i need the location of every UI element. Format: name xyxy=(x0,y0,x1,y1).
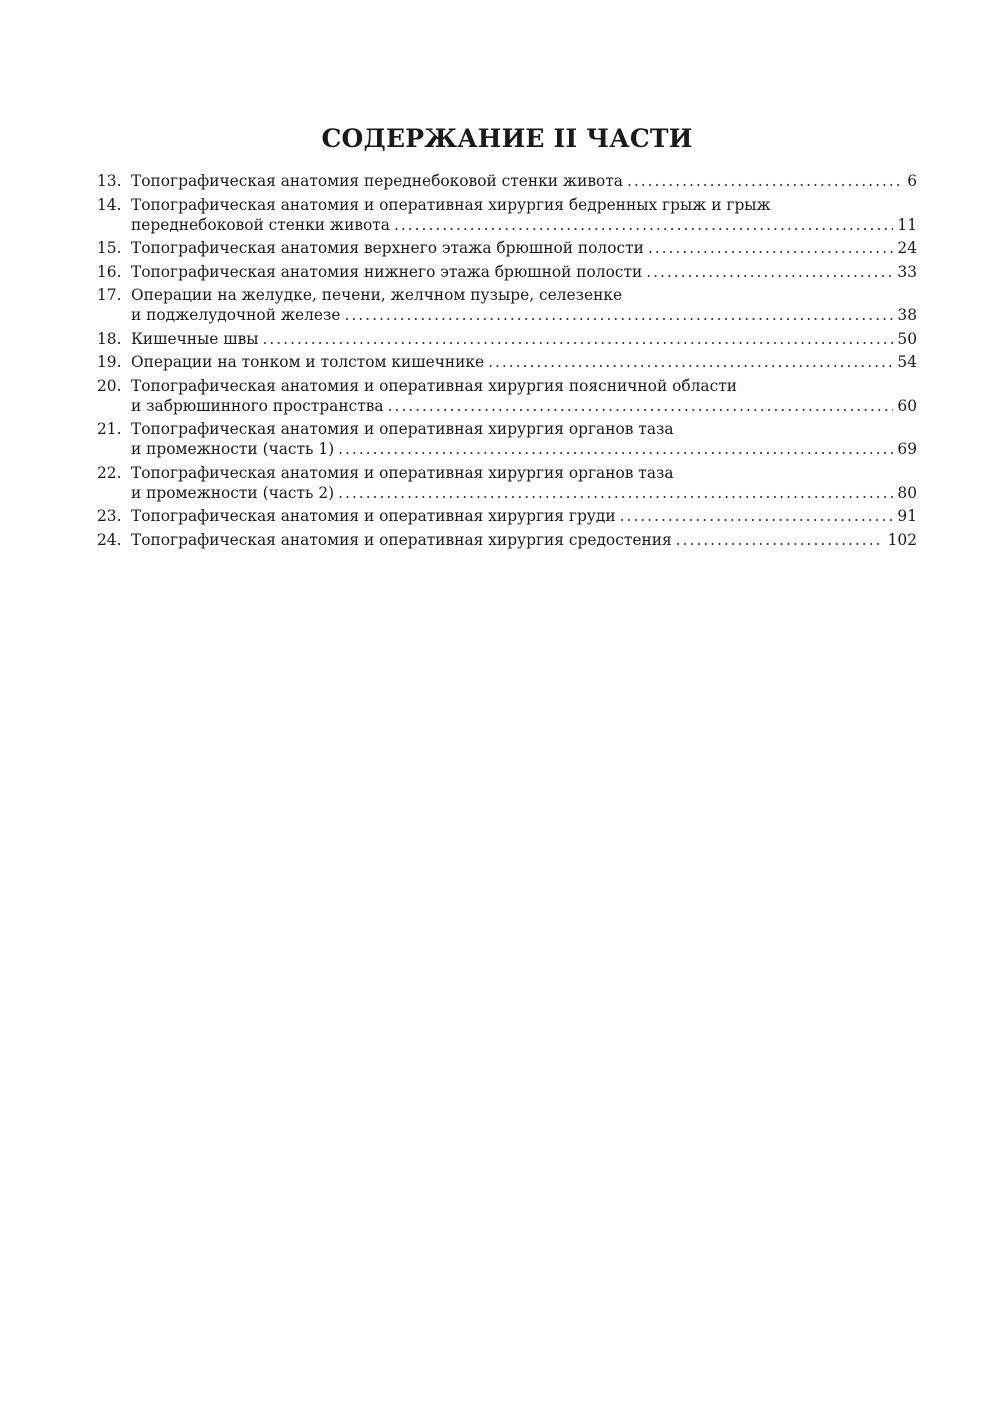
toc-entry xyxy=(97,262,917,282)
toc-entry-number: 13. xyxy=(97,172,122,190)
dot-leader xyxy=(388,396,894,416)
toc-page-number: 50 xyxy=(897,329,917,348)
toc-entry-body xyxy=(131,329,917,349)
dot-leader xyxy=(394,215,893,235)
page-title: СОДЕРЖАНИЕ II ЧАСТИ xyxy=(321,124,693,153)
dot-leader xyxy=(620,506,894,526)
toc-entry-number: 19. xyxy=(97,353,122,371)
dot-leader xyxy=(648,238,894,258)
toc-entry-title-line: Топографическая анатомия и оперативная хирургия средостения xyxy=(131,530,672,549)
toc-entry-title-line: Кишечные швы xyxy=(131,329,259,348)
toc-entry-number: 22. xyxy=(97,463,122,482)
toc-entry-last-line xyxy=(131,530,917,550)
toc-entry xyxy=(97,285,917,325)
toc-entry-title-line: Топографическая анатомия верхнего этажа брюшной полости xyxy=(131,239,644,257)
toc-entry-title-line: Топографическая анатомия и оперативная хирургия органов таза xyxy=(131,420,674,438)
toc-entry-title-line: и промежности (часть 1) xyxy=(131,440,335,458)
toc-page-number: 80 xyxy=(897,483,917,502)
toc-page-number: 69 xyxy=(897,440,917,458)
toc-entry-last-line xyxy=(131,396,917,416)
dot-leader xyxy=(263,329,894,349)
toc-entry-title-line: Топографическая анатомия и оперативная хирургия груди xyxy=(131,507,616,525)
toc-page-number: 60 xyxy=(897,396,917,415)
dot-leader xyxy=(646,262,893,282)
toc-entry xyxy=(97,238,917,258)
toc-entry xyxy=(97,463,917,503)
toc-entry xyxy=(97,419,917,459)
toc-page-number: 91 xyxy=(897,507,917,525)
toc-page-number: 33 xyxy=(897,262,917,281)
toc-entry-last-line xyxy=(131,352,917,372)
toc-page-number: 38 xyxy=(897,306,917,324)
dot-leader xyxy=(676,530,884,550)
dot-leader xyxy=(345,305,894,325)
toc-entry-title-line: Топографическая анатомия и оперативная хирургия органов таза xyxy=(131,463,674,482)
toc-entry-last-line xyxy=(131,171,917,191)
toc-entry-body xyxy=(131,419,917,459)
toc-entry-last-line xyxy=(131,305,917,325)
toc-entry xyxy=(97,506,917,526)
table-of-contents xyxy=(97,171,917,553)
toc-entry xyxy=(97,171,917,191)
toc-entry-title-line: Топографическая анатомия и оперативная хирургия бедренных грыж и грыж xyxy=(131,195,771,214)
toc-entry xyxy=(97,195,917,235)
toc-entry-body xyxy=(131,238,917,258)
toc-entry-title-line: и промежности (часть 2) xyxy=(131,483,335,502)
dot-leader xyxy=(488,352,893,372)
toc-entry-title-line: и забрюшинного пространства xyxy=(131,396,384,415)
toc-entry-title-line: и поджелудочной железе xyxy=(131,306,341,324)
toc-entry-last-line xyxy=(131,215,917,235)
toc-entry-number: 20. xyxy=(97,376,122,395)
toc-entry-body xyxy=(131,285,917,325)
dot-leader xyxy=(338,439,893,459)
toc-entry-body xyxy=(131,463,917,503)
toc-entry-number: 16. xyxy=(97,262,122,281)
toc-entry xyxy=(97,329,917,349)
toc-entry-title-line: Операции на тонком и толстом кишечнике xyxy=(131,353,485,371)
toc-page-number: 6 xyxy=(907,172,917,190)
toc-entry xyxy=(97,376,917,416)
toc-entry xyxy=(97,352,917,372)
toc-entry xyxy=(97,530,917,550)
toc-entry-body xyxy=(131,376,917,416)
toc-page-number: 11 xyxy=(897,215,917,234)
toc-entry-title-line: Топографическая анатомия и оперативная хирургия поясничной области xyxy=(131,376,737,395)
toc-entry-number: 24. xyxy=(97,530,122,549)
toc-page-number: 54 xyxy=(897,353,917,371)
dot-leader xyxy=(338,483,893,503)
toc-page-number: 102 xyxy=(887,530,917,549)
toc-entry-body xyxy=(131,506,917,526)
toc-entry-body xyxy=(131,352,917,372)
toc-entry-title-line: переднебоковой стенки живота xyxy=(131,215,390,234)
toc-entry-number: 15. xyxy=(97,239,122,257)
toc-entry-last-line xyxy=(131,439,917,459)
toc-entry-last-line xyxy=(131,506,917,526)
toc-entry-last-line xyxy=(131,483,917,503)
toc-entry-last-line xyxy=(131,262,917,282)
toc-entry-title-line: Топографическая анатомия нижнего этажа брюшной полости xyxy=(131,262,643,281)
toc-entry-body xyxy=(131,262,917,282)
toc-entry-number: 21. xyxy=(97,420,122,438)
toc-page-number: 24 xyxy=(897,239,917,257)
toc-entry-body xyxy=(131,195,917,235)
toc-entry-number: 14. xyxy=(97,195,122,214)
toc-entry-number: 23. xyxy=(97,507,122,525)
toc-entry-number: 18. xyxy=(97,329,122,348)
toc-entry-number: 17. xyxy=(97,286,122,304)
toc-entry-body xyxy=(131,171,917,191)
toc-entry-last-line xyxy=(131,238,917,258)
dot-leader xyxy=(627,171,903,191)
toc-entry-title-line: Операции на желудке, печени, желчном пузыре, селезенке xyxy=(131,286,623,304)
toc-entry-title-line: Топографическая анатомия переднебоковой стенки живота xyxy=(131,172,623,190)
toc-entry-body xyxy=(131,530,917,550)
toc-entry-last-line xyxy=(131,329,917,349)
